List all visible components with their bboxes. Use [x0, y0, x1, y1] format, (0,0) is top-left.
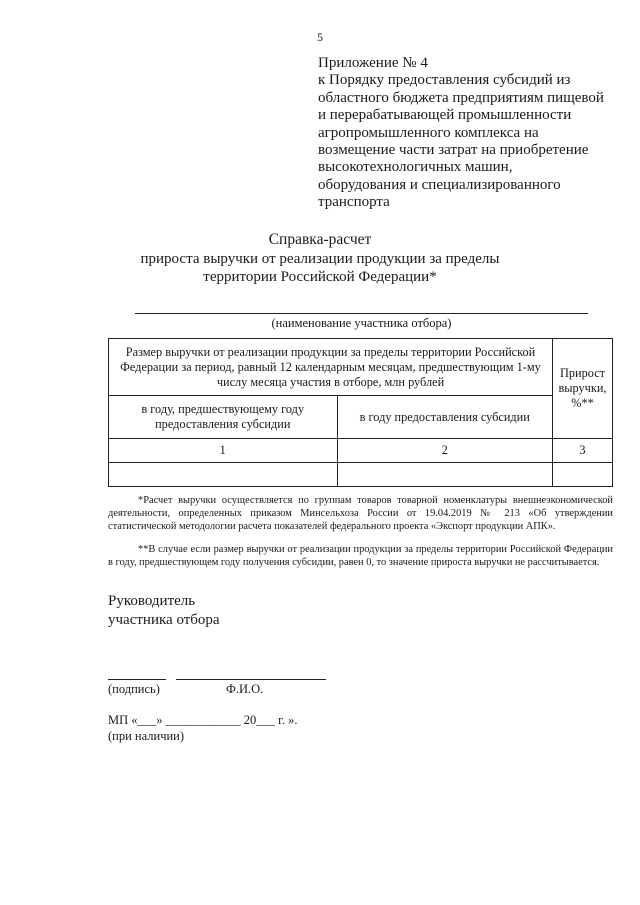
appendix-line: и перерабатывающей промышленности — [318, 107, 572, 124]
footnote-1-text: *Расчет выручки осуществляется по группам товаров товарной номенклатуры внешнеэкономической деятельности, определенных приказом Минсельхоза России от 19.04.2019 № 213 «Об утверждении статистической методологии расчета показателей федерального проекта «Экспорт продукции АПК». — [108, 495, 613, 532]
appendix-line: Приложение № 4 — [318, 55, 428, 71]
table-header-row — [109, 339, 613, 396]
column-number-1: 1 — [109, 439, 338, 463]
footnote-2 — [108, 543, 613, 569]
table-cell-empty — [553, 463, 613, 487]
participant-name-caption: (наименование участника отбора) — [271, 316, 452, 330]
header-revenue-growth: Прирост выручки, %** — [553, 339, 613, 439]
fio-line — [176, 679, 326, 680]
table-subheader-row — [109, 396, 613, 439]
appendix-block — [318, 55, 618, 212]
table-number-row — [109, 439, 613, 463]
appendix-line: агропромышленного комплекса на — [318, 124, 539, 141]
head-title-line2: участника отбора — [108, 612, 220, 628]
appendix-line: транспорта — [318, 194, 390, 211]
revenue-table — [108, 338, 613, 487]
document-title: Справка-расчет — [268, 231, 372, 248]
appendix-line: к Порядку предоставления субсидий из — [318, 72, 571, 89]
appendix-line: возмещение части затрат на приобретение — [318, 142, 589, 159]
stamp-date-line: МП «___» ____________ 20___ г. ». — [108, 713, 298, 727]
header-subsidy-year: в году предоставления субсидии — [337, 396, 553, 439]
head-block — [108, 592, 220, 630]
header-previous-year: в году, предшествующему году предоставления субсидии — [109, 396, 338, 439]
table-cell-empty — [337, 463, 553, 487]
column-number-2: 2 — [337, 439, 553, 463]
participant-name-line — [135, 313, 588, 314]
table-empty-row — [109, 463, 613, 487]
footnote-1 — [108, 494, 613, 533]
table-cell-empty — [109, 463, 338, 487]
document-subtitle: прироста выручки от реализации продукции за пределы территории Российской Федерации* — [140, 251, 500, 285]
head-title-line1: Руководитель — [108, 593, 196, 609]
signature-line — [108, 679, 166, 680]
header-revenue-size: Размер выручки от реализации продукции за пределы территории Российской Федерации за период, равный 12 календарным месяцам, предшествующим 1-му числу месяца участия в отборе, млн рублей — [109, 339, 553, 396]
appendix-line: высокотехнологичных машин, — [318, 159, 513, 176]
signature-label: (подпись) — [108, 682, 160, 696]
appendix-line: оборудования и специализированного — [318, 176, 561, 193]
appendix-line: областного бюджета предприятиям пищевой — [318, 89, 604, 106]
page-number: 5 — [317, 30, 323, 44]
fio-label: Ф.И.О. — [226, 682, 264, 696]
column-number-3: 3 — [553, 439, 613, 463]
stamp-note: (при наличии) — [108, 729, 185, 743]
footnote-2-text: **В случае если размер выручки от реализации продукции за пределы территории Российской Федерации в году, предшествующем году получения субсидии, равен 0, то значение прироста выручки не рассчитывается. — [108, 544, 613, 568]
